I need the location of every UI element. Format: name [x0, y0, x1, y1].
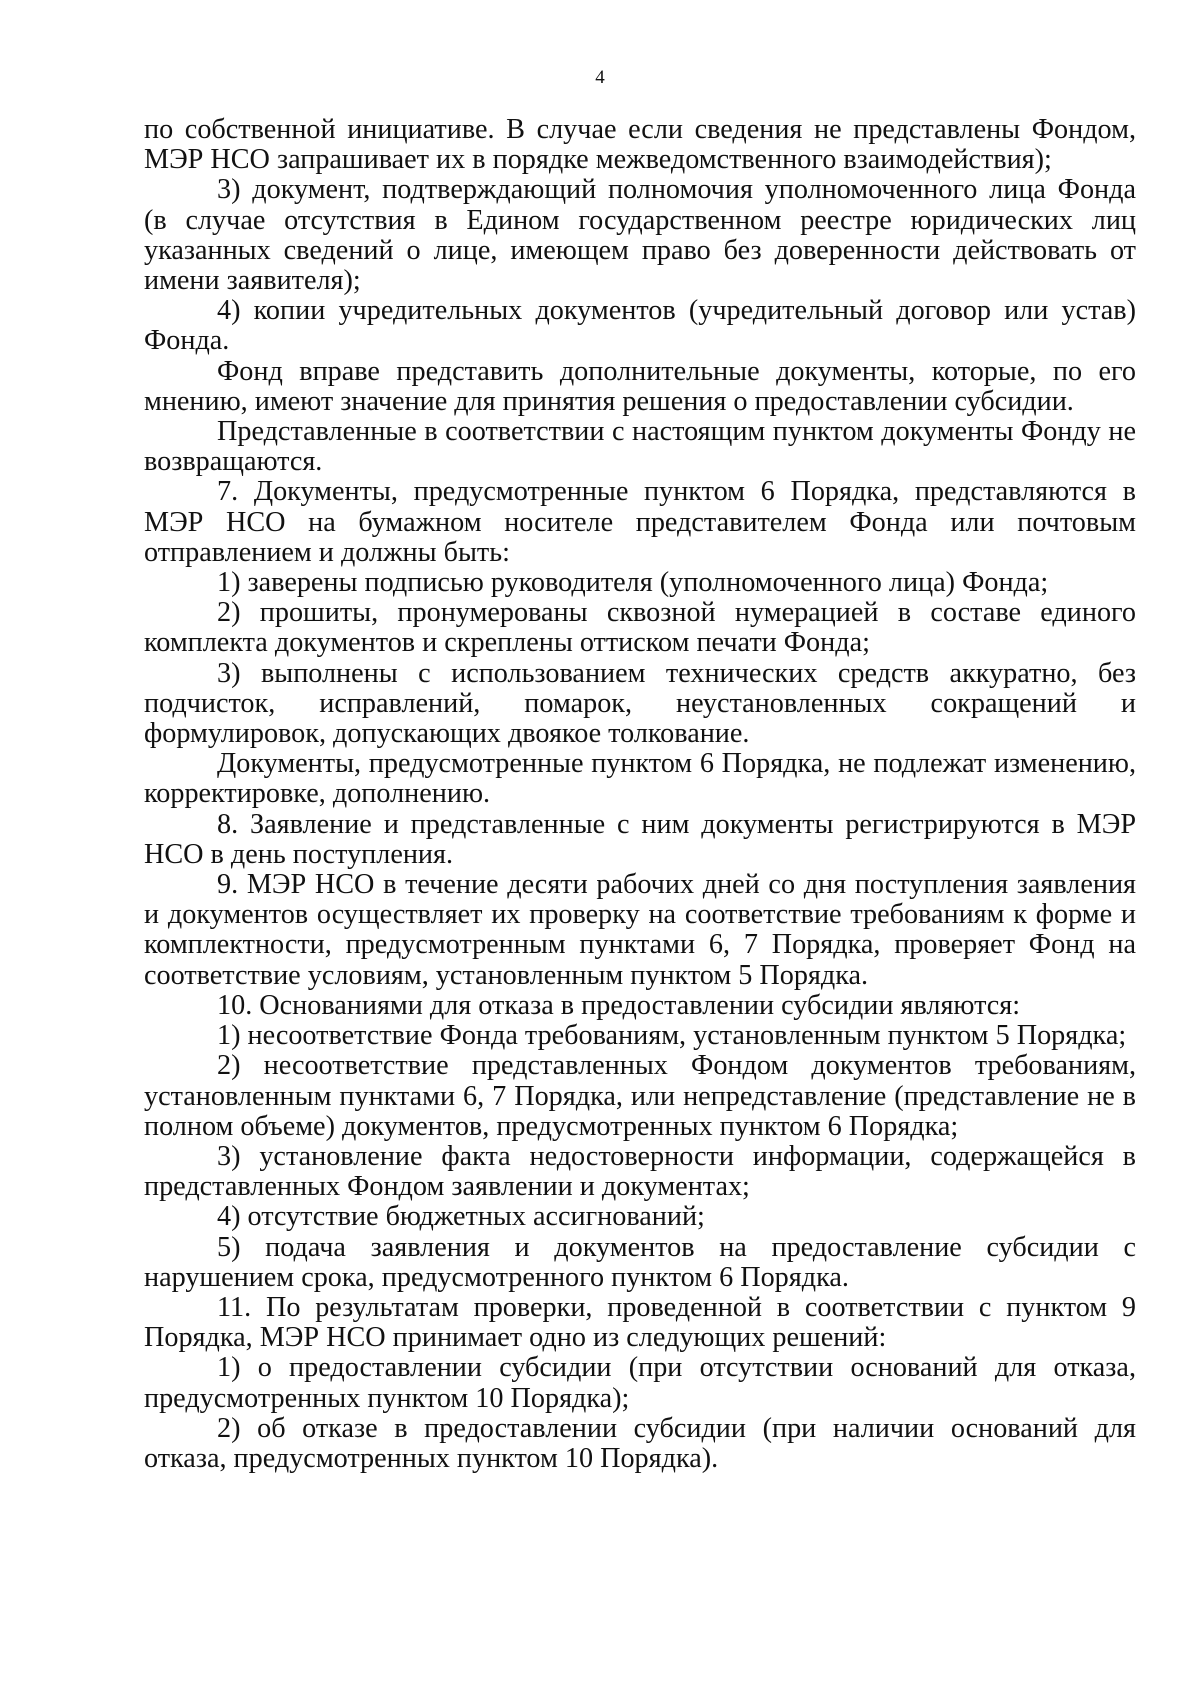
- paragraph: 5) подача заявления и документов на предоставление субсидии с нарушением срока, предусмотренного пунктом 6 Порядка.: [144, 1231, 1136, 1293]
- paragraph: 10. Основаниями для отказа в предоставлении субсидии являются:: [217, 989, 1021, 1021]
- paragraph: 1) о предоставлении субсидии (при отсутствии оснований для отказа, предусмотренных пунктом 10 Порядка);: [144, 1352, 1136, 1414]
- paragraph: 2) несоответствие представленных Фондом документов требованиям, установленным пунктами 6, 7 Порядка, или непредставление (представление не в полном объеме) документов, предусмотренных пунктом 6 Порядка;: [144, 1050, 1136, 1142]
- paragraph: Документы, предусмотренные пунктом 6 Порядка, не подлежат изменению, корректировке, дополнению.: [144, 748, 1136, 810]
- page-number: 4: [595, 67, 605, 88]
- paragraph: 1) несоответствие Фонда требованиям, установленным пунктом 5 Порядка;: [217, 1020, 1127, 1052]
- paragraph: 4) копии учредительных документов (учредительный договор или устав) Фонда.: [144, 295, 1136, 357]
- paragraph: 9. МЭР НСО в течение десяти рабочих дней со дня поступления заявления и документов осуществляет их проверку на соответствие требованиям к форме и комплектности, предусмотренным пунктами 6, 7 Порядка, проверяет Фонд на соответствие условиям, установленным пунктом 5 Порядка.: [144, 869, 1136, 991]
- paragraph: 3) документ, подтверждающий полномочия уполномоченного лица Фонда (в случае отсутствия в Едином государственном реестре юридических лиц указанных сведений о лице, имеющем право без доверенности действовать от имени заявителя);: [144, 174, 1136, 297]
- paragraph: 2) об отказе в предоставлении субсидии (при наличии оснований для отказа, предусмотренных пунктом 10 Порядка).: [144, 1412, 1136, 1474]
- paragraph: по собственной инициативе. В случае если сведения не представлены Фондом, МЭР НСО запрашивает их в порядке межведомственного взаимодействия);: [144, 114, 1136, 176]
- paragraph: 4) отсутствие бюджетных ассигнований;: [217, 1201, 705, 1233]
- paragraph: 2) прошиты, пронумерованы сквозной нумерацией в составе единого комплекта документов и скреплены оттиском печати Фонда;: [144, 597, 1136, 659]
- paragraph: 1) заверены подписью руководителя (уполномоченного лица) Фонда;: [217, 567, 1049, 599]
- paragraph: 8. Заявление и представленные с ним документы регистрируются в МЭР НСО в день поступления.: [144, 808, 1136, 870]
- paragraph: Фонд вправе представить дополнительные документы, которые, по его мнению, имеют значение для принятия решения о предоставлении субсидии.: [144, 355, 1136, 417]
- paragraph: 11. По результатам проверки, проведенной в соответствии с пунктом 9 Порядка, МЭР НСО принимает одно из следующих решений:: [144, 1291, 1136, 1354]
- paragraph: 3) выполнены с использованием технических средств аккуратно, без подчисток, исправлений, помарок, неустановленных сокращений и формулировок, допускающих двоякое толкование.: [144, 657, 1136, 750]
- paragraph: Представленные в соответствии с настоящим пунктом документы Фонду не возвращаются.: [144, 416, 1136, 478]
- paragraph: 3) установление факта недостоверности информации, содержащейся в представленных Фондом заявлении и документах;: [144, 1140, 1136, 1203]
- paragraph: 7. Документы, предусмотренные пунктом 6 Порядка, представляются в МЭР НСО на бумажном носителе представителем Фонда или почтовым отправлением и должны быть:: [144, 476, 1136, 568]
- document-body: [144, 115, 1136, 1474]
